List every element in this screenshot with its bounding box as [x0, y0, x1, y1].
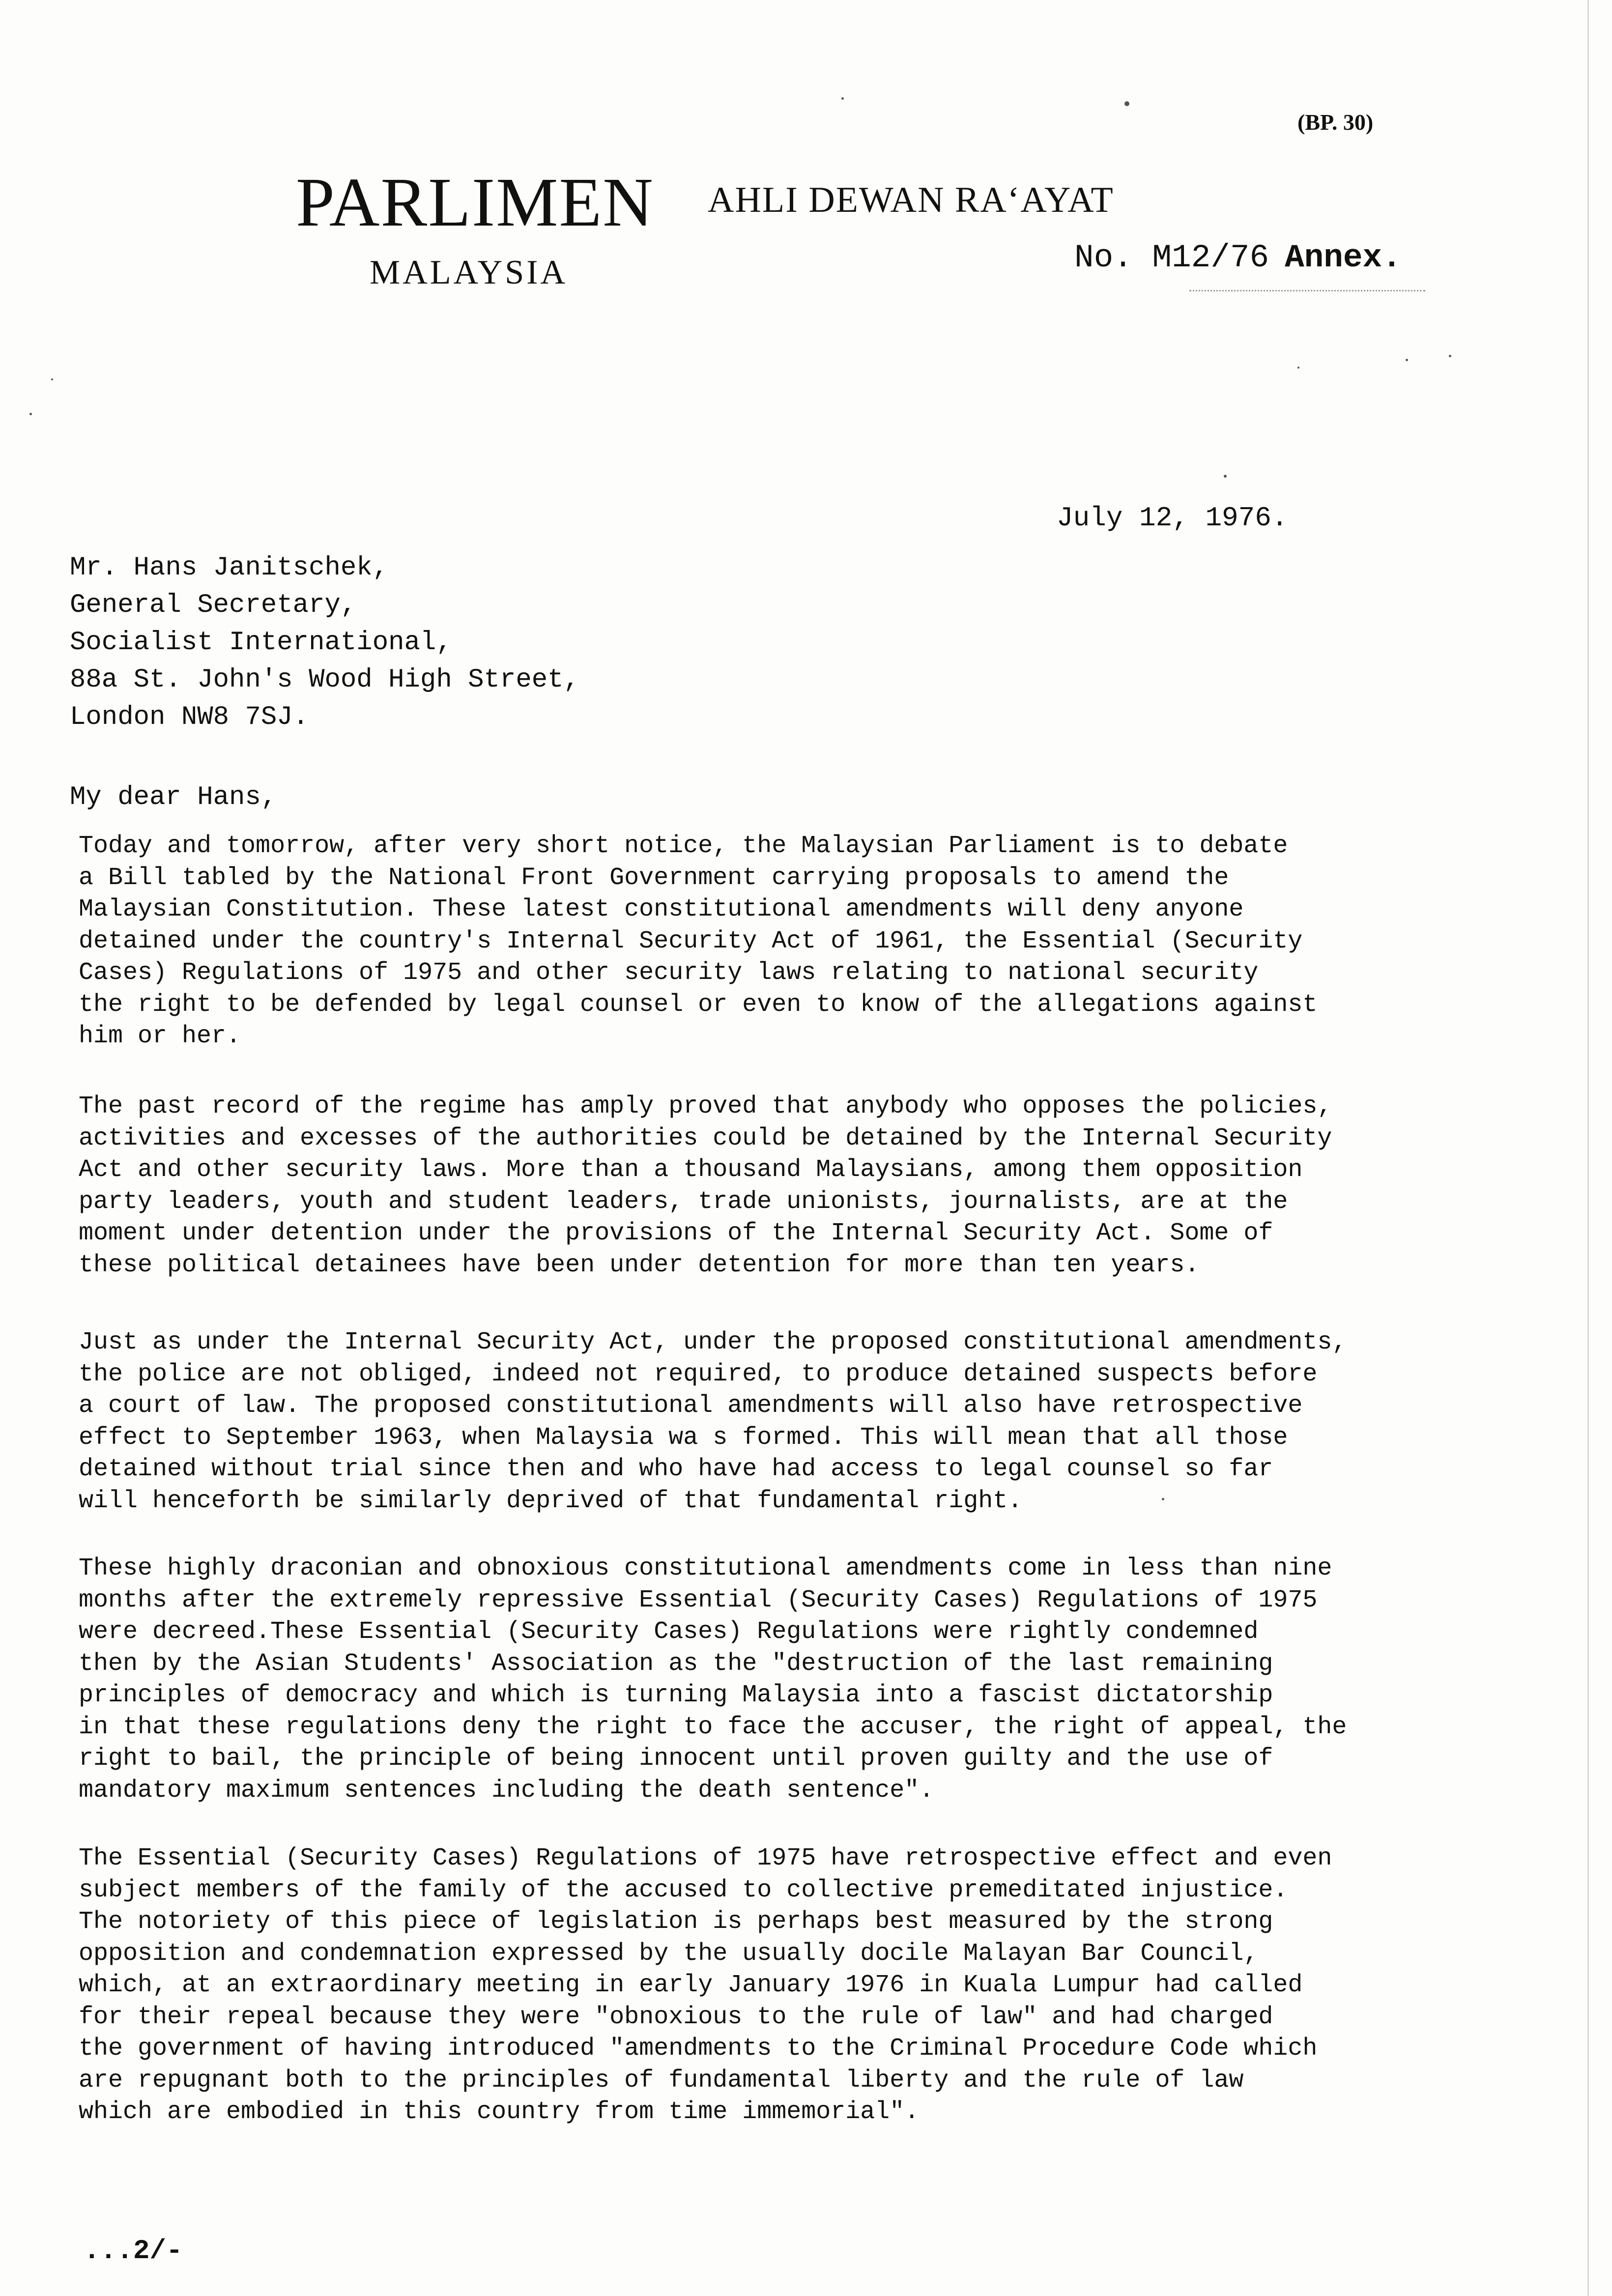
text-line: activities and excesses of the authorities could be detained by the Internal Security	[79, 1124, 1332, 1152]
text-line: subject members of the family of the accused to collective premeditated injustice.	[79, 1876, 1288, 1904]
letterhead-malaysia: MALAYSIA	[370, 254, 568, 291]
scan-speck	[51, 378, 53, 380]
paragraph-2	[79, 1091, 1504, 1281]
text-line: the right to be defended by legal counsel or even to know of the allegations against	[79, 990, 1318, 1019]
scan-speck	[29, 413, 32, 415]
text-line: right to bail, the principle of being innocent until proven guilty and the use of	[79, 1745, 1273, 1773]
text-line: party leaders, youth and student leaders, trade unionists, journalists, are at the	[79, 1187, 1288, 1216]
text-line: The notoriety of this piece of legislation is perhaps best measured by the strong	[79, 1908, 1273, 1936]
address-line: Mr. Hans Janitschek,	[70, 553, 389, 583]
paragraph-3	[79, 1327, 1504, 1517]
scan-speck	[1124, 101, 1129, 106]
address-line: London NW8 7SJ.	[70, 702, 309, 732]
page-continuation: ...2/-	[84, 2235, 183, 2267]
text-line: which, at an extraordinary meeting in early January 1976 in Kuala Lumpur had called	[79, 1971, 1303, 1999]
text-line: detained under the country's Internal Security Act of 1961, the Essential (Security	[79, 927, 1303, 955]
text-line: The past record of the regime has amply proved that anybody who opposes the policies,	[79, 1092, 1332, 1120]
address-line: 88a St. John's Wood High Street,	[70, 665, 579, 695]
text-line: Cases) Regulations of 1975 and other security laws relating to national security	[79, 959, 1259, 987]
text-line: are repugnant both to the principles of fundamental liberty and the rule of law	[79, 2066, 1244, 2095]
text-line: then by the Asian Students' Association as the "destruction of the last remaining	[79, 1649, 1273, 1678]
address-line: General Secretary,	[70, 590, 357, 620]
text-line: the police are not obliged, indeed not required, to produce detained suspects before	[79, 1360, 1318, 1388]
text-line: The Essential (Security Cases) Regulations of 1975 have retrospective effect and even	[79, 1844, 1332, 1872]
form-code: (BP. 30)	[1297, 110, 1374, 135]
text-line: were decreed.These Essential (Security Cases) Regulations were rightly condemned	[79, 1618, 1259, 1646]
text-line: moment under detention under the provisions of the Internal Security Act. Some of	[79, 1219, 1273, 1247]
text-line: will henceforth be similarly deprived of that fundamental right.	[79, 1487, 1023, 1515]
scan-speck	[1406, 359, 1408, 361]
scan-speck	[1224, 475, 1227, 478]
text-line: a Bill tabled by the National Front Government carrying proposals to amend the	[79, 863, 1229, 892]
text-line: opposition and condemnation expressed by the usually docile Malayan Bar Council,	[79, 1939, 1259, 1968]
scan-speck	[1297, 367, 1299, 369]
address-line: Socialist International,	[70, 628, 452, 658]
recipient-address	[70, 549, 579, 736]
salutation: My dear Hans,	[70, 782, 277, 812]
paragraph-5	[79, 1843, 1504, 2128]
text-line: the government of having introduced "amendments to the Criminal Procedure Code which	[79, 2035, 1318, 2063]
letterhead-dewan: AHLI DEWAN RA‘AYAT	[708, 180, 1114, 220]
scan-edge	[1587, 0, 1589, 2296]
text-line: These highly draconian and obnoxious constitutional amendments come in less than nine	[79, 1554, 1332, 1582]
text-line: which are embodied in this country from time immemorial".	[79, 2098, 920, 2126]
text-line: effect to September 1963, when Malaysia wa s formed. This will mean that all those	[79, 1423, 1288, 1452]
ref-number: No. M12/76	[1074, 239, 1269, 276]
text-line: a court of law. The proposed constitutional amendments will also have retrospective	[79, 1392, 1303, 1420]
text-line: principles of democracy and which is turning Malaysia into a fascist dictatorship	[79, 1681, 1273, 1709]
text-line: Act and other security laws. More than a thousand Malaysians, among them opposition	[79, 1156, 1303, 1184]
text-line: for their repeal because they were "obnoxious to the rule of law" and had charged	[79, 2003, 1273, 2031]
text-line: Just as under the Internal Security Act, under the proposed constitutional amendments,	[79, 1328, 1347, 1356]
text-line: Today and tomorrow, after very short notice, the Malaysian Parliament is to debate	[79, 832, 1288, 860]
scan-speck	[1449, 355, 1451, 357]
letterhead-parlimen: PARLIMEN	[296, 163, 654, 241]
text-line: in that these regulations deny the right to face the accuser, the right of appeal, the	[79, 1713, 1347, 1741]
paragraph-4	[79, 1553, 1504, 1807]
text-line: mandatory maximum sentences including the death sentence".	[79, 1776, 934, 1805]
reference-number	[1074, 239, 1402, 276]
paragraph-1	[79, 831, 1504, 1053]
text-line: months after the extremely repressive Essential (Security Cases) Regulations of 1975	[79, 1586, 1318, 1614]
scan-speck	[1162, 1498, 1164, 1500]
scan-speck	[841, 97, 844, 100]
letter-date: July 12, 1976.	[1057, 502, 1288, 534]
ref-annex: Annex.	[1285, 239, 1402, 276]
text-line: Malaysian Constitution. These latest constitutional amendments will deny anyone	[79, 895, 1244, 923]
text-line: detained without trial since then and who have had access to legal counsel so far	[79, 1455, 1273, 1483]
reference-underline	[1189, 290, 1425, 291]
text-line: these political detainees have been under detention for more than ten years.	[79, 1251, 1200, 1279]
text-line: him or her.	[79, 1022, 241, 1050]
